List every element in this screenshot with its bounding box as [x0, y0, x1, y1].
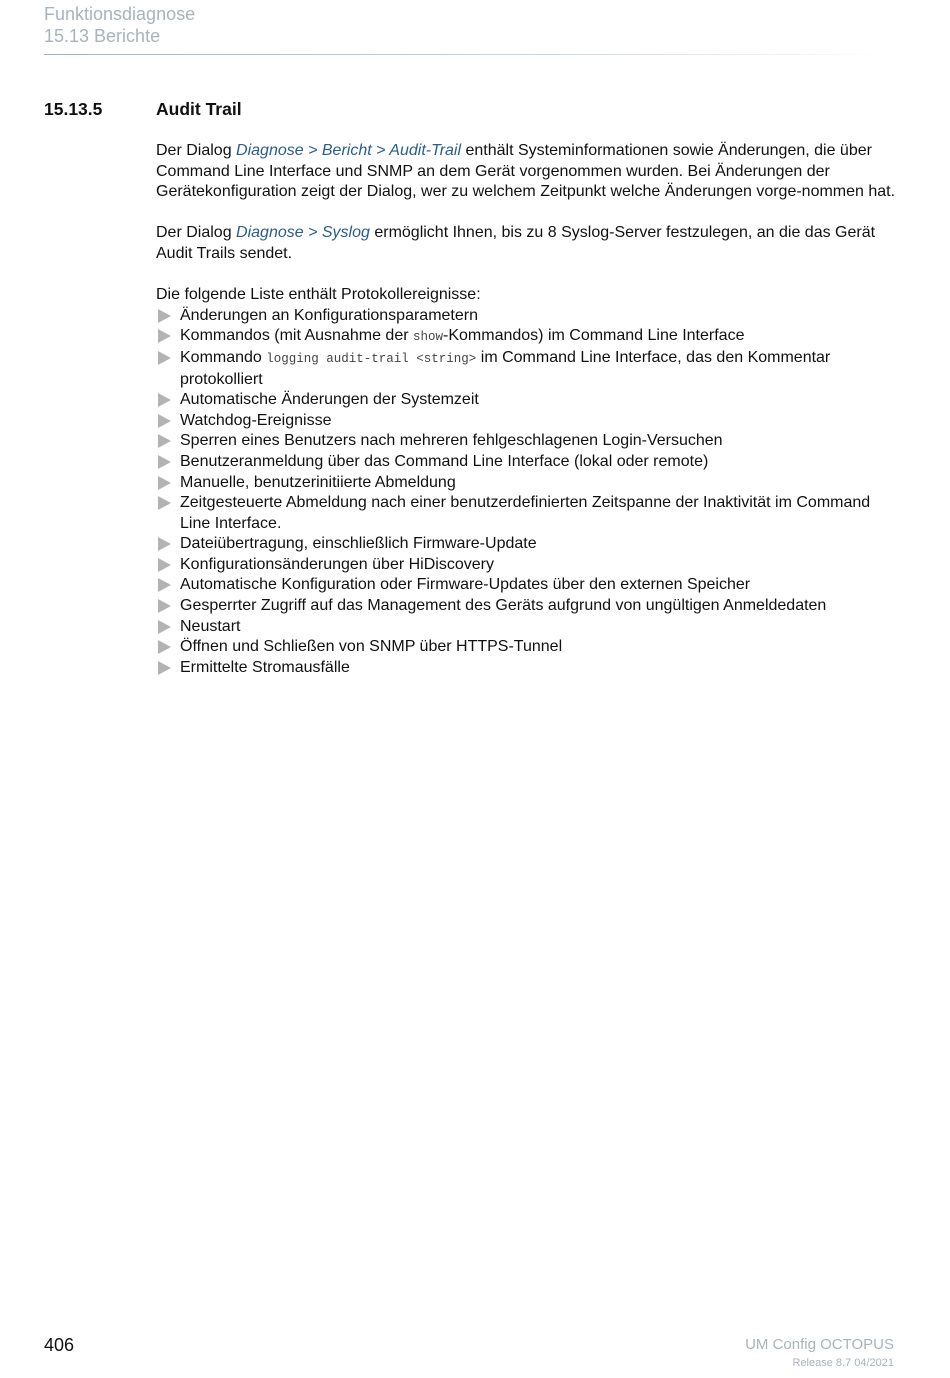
list-item — [156, 493, 896, 534]
triangle-bullet-icon — [158, 496, 171, 510]
list-item-text: Zeitgesteuerte Abmeldung nach einer benutzerdefinierten Zeitspanne der Inaktivität im Command Line Interface. — [180, 494, 871, 532]
list-item — [156, 411, 896, 432]
event-list — [156, 306, 896, 679]
header-chapter: Funktionsdiagnose — [44, 4, 196, 24]
triangle-bullet-icon — [158, 578, 171, 592]
list-item — [156, 306, 896, 327]
list-item-text: Benutzeranmeldung über das Command Line Interface (lokal oder remote) — [180, 452, 709, 470]
list-item — [156, 637, 896, 658]
triangle-bullet-icon — [158, 620, 171, 634]
header-divider — [44, 54, 884, 55]
section-title: Audit Trail — [156, 99, 242, 119]
list-item-text: Neustart — [180, 617, 241, 635]
section-number: 15.13.5 — [44, 99, 103, 119]
release-info: Release 8.7 04/2021 — [792, 1357, 894, 1369]
list-intro: Die folgende Liste enthält Protokollereignisse: — [156, 286, 481, 304]
paragraph-text: enthält Systeminformationen sowie Änderungen, die über Command Line Interface und SNMP an dem Gerät vorgenommen wurden. Bei Änderungen der Gerätekonfiguration zeigt der Dialog, wer zu welchem Zeitpunkt welche Änderungen vorge-nommen hat. — [156, 142, 896, 201]
triangle-bullet-icon — [158, 558, 171, 572]
list-item — [156, 473, 896, 494]
list-item-text: Watchdog-Ereignisse — [180, 411, 332, 429]
header-section: 15.13 Berichte — [44, 26, 161, 46]
triangle-bullet-icon — [158, 434, 171, 448]
paragraph-text: ermöglicht Ihnen, bis zu 8 Syslog-Server festzulegen, an die das Gerät Audit Trails sendet. — [156, 224, 876, 262]
list-item — [156, 390, 896, 411]
list-item-text: Ermittelte Stromausfälle — [180, 658, 350, 676]
list-item — [156, 534, 896, 555]
triangle-bullet-icon — [158, 351, 171, 365]
list-item — [156, 658, 896, 679]
triangle-bullet-icon — [158, 393, 171, 407]
list-item — [156, 452, 896, 473]
paragraph-text: Der Dialog — [156, 224, 237, 242]
list-item-text: -Kommandos) im Command Line Interface — [443, 327, 745, 345]
list-item-text: Änderungen an Konfigurationsparametern — [180, 306, 478, 324]
triangle-bullet-icon — [158, 537, 171, 551]
triangle-bullet-icon — [158, 309, 171, 323]
list-item-text: Öffnen und Schließen von SNMP über HTTPS-Tunnel — [180, 638, 563, 656]
list-item-text: Manuelle, benutzerinitiierte Abmeldung — [180, 473, 456, 491]
list-item — [156, 348, 896, 390]
list-item — [156, 596, 896, 617]
document-title: UM Config OCTOPUS — [745, 1336, 894, 1353]
code-show: show — [413, 330, 444, 345]
running-header — [44, 3, 195, 47]
list-item-text: Kommandos (mit Ausnahme der — [180, 327, 413, 345]
dialog-link-audit-trail[interactable]: Diagnose > Bericht > Audit-Trail — [236, 142, 462, 159]
footer-info — [745, 1336, 894, 1370]
list-item-text: Gesperrter Zugriff auf das Management des Geräts aufgrund von ungültigen Anmeldedaten — [180, 597, 827, 615]
list-item-text: Kommando — [180, 348, 267, 366]
triangle-bullet-icon — [158, 599, 171, 613]
list-item-text: Automatische Konfiguration oder Firmware-Updates über den externen Speicher — [180, 576, 751, 594]
triangle-bullet-icon — [158, 640, 171, 654]
list-item — [156, 617, 896, 638]
page-number: 406 — [44, 1335, 75, 1355]
triangle-bullet-icon — [158, 329, 171, 343]
list-item-text: Sperren eines Benutzers nach mehreren fehlgeschlagenen Login-Versuchen — [180, 432, 723, 450]
code-logging-audit-trail: logging audit-trail <string> — [266, 351, 477, 366]
list-item-text: Konfigurationsänderungen über HiDiscovery — [180, 555, 494, 573]
list-item-text: Automatische Änderungen der Systemzeit — [180, 391, 479, 409]
dialog-link-syslog[interactable]: Diagnose > Syslog — [236, 224, 370, 242]
triangle-bullet-icon — [158, 661, 171, 675]
list-item-text: Dateiübertragung, einschließlich Firmware-Update — [180, 535, 537, 553]
paragraph-text: Der Dialog — [156, 142, 237, 159]
list-item — [156, 575, 896, 596]
triangle-bullet-icon — [158, 476, 171, 490]
list-item — [156, 555, 896, 576]
paragraph-audit-trail — [156, 141, 896, 203]
list-item — [156, 326, 896, 348]
triangle-bullet-icon — [158, 414, 171, 428]
triangle-bullet-icon — [158, 455, 171, 469]
list-item — [156, 431, 896, 452]
section-body — [156, 141, 896, 678]
list-item-text: im Command Line Interface, das den Kommentar protokolliert — [180, 348, 831, 388]
paragraph-syslog — [156, 223, 896, 264]
